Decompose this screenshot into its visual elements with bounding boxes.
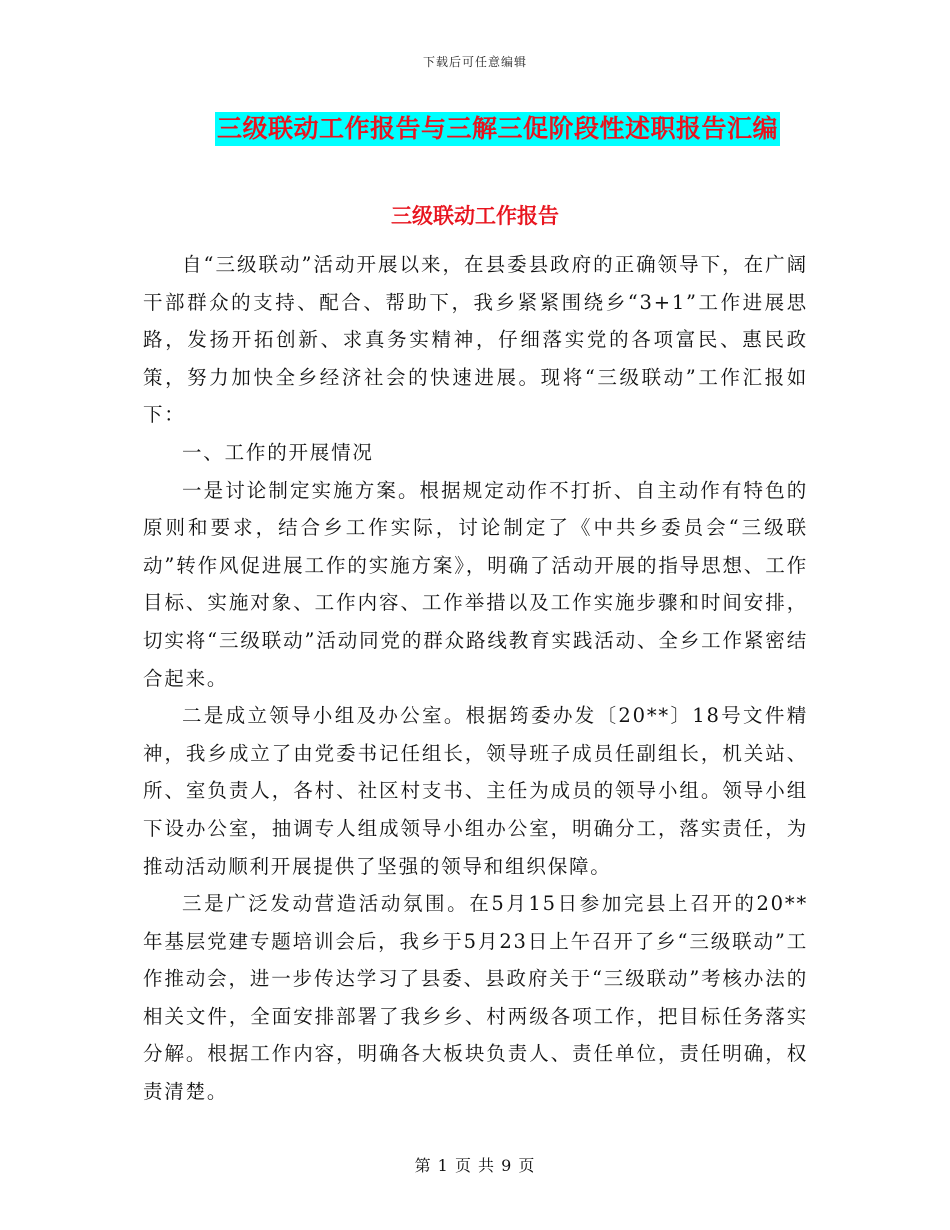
page-number: 第 1 页 共 9 页: [414, 1156, 536, 1175]
page-header-note: 下载后可任意编辑: [422, 55, 527, 69]
paragraph-item-3: 三是广泛发动营造活动氛围。在5月15日参加完县上召开的20**年基层党建专题培训会后，我乡于5月23日上午召开了乡“三级联动”工作推动会，进一步传达学习了县委、县政府关于“三级联动”考核办法的相关文件，全面安排部署了我乡乡、村两级各项工作，把目标任务落实分解。根据工作内容，明确各大板块负责人、责任单位，责任明确，权责清楚。: [143, 892, 808, 1104]
main-title: 三级联动工作报告与三解三促阶段性述职报告汇编: [215, 112, 780, 146]
document-body: [143, 246, 808, 1111]
section-title: 三级联动工作报告: [391, 204, 559, 228]
paragraph-heading-1: 一、工作的开展情况: [182, 440, 374, 464]
paragraph-item-2: 二是成立领导小组及办公室。根据筠委办发〔20**〕18号文件精神，我乡成立了由党委书记任组长，领导班子成员任副组长，机关站、所、室负责人，各村、社区村支书、主任为成员的领导小组。领导小组下设办公室，抽调专人组成领导小组办公室，明确分工，落实责任，为推动活动顺利开展提供了坚强的领导和组织保障。: [143, 704, 808, 878]
paragraph-item-1: 一是讨论制定实施方案。根据规定动作不打折、自主动作有特色的原则和要求，结合乡工作实际，讨论制定了《中共乡委员会“三级联动”转作风促进展工作的实施方案》，明确了活动开展的指导思想、工作目标、实施对象、工作内容、工作举措以及工作实施步骤和时间安排，切实将“三级联动”活动同党的群众路线教育实践活动、全乡工作紧密结合起来。: [143, 478, 808, 690]
paragraph-intro: 自“三级联动”活动开展以来，在县委县政府的正确领导下，在广阔干部群众的支持、配合、帮助下，我乡紧紧围绕乡“3+1”工作进展思路，发扬开拓创新、求真务实精神，仔细落实党的各项富民、惠民政策，努力加快全乡经济社会的快速进展。现将“三级联动”工作汇报如下：: [143, 253, 808, 427]
main-title-container: [0, 112, 950, 146]
